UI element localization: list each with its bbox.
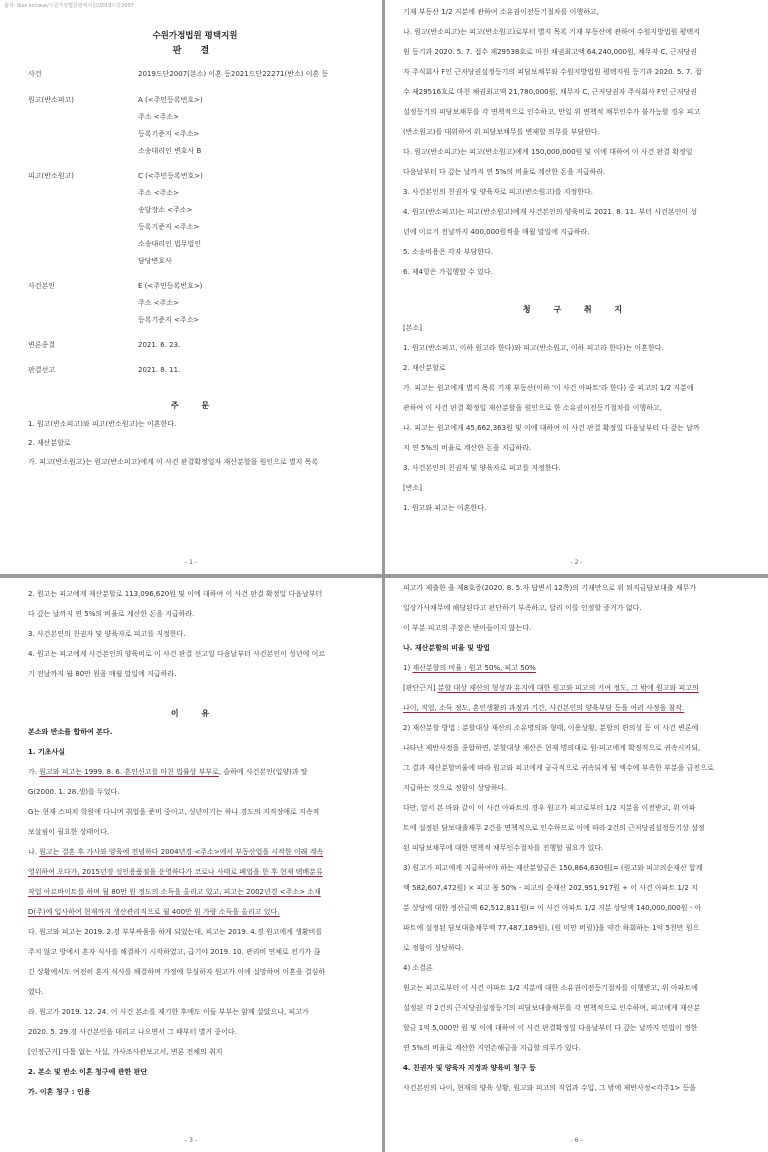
text-prefix: [판단근거] (403, 684, 438, 692)
case-label: 사건 (28, 70, 42, 78)
document-page-3 (0, 578, 382, 1152)
text-line: 다. 원고와 피고는 2019. 2.경 부부싸움을 하게 되었는데, 피고는 2019. 4.경 원고에게 생활비를 (28, 928, 323, 936)
text-line: 1. 원고와 피고는 이혼한다. (403, 504, 487, 512)
page-number: - 1 - (185, 559, 197, 566)
document-page-4 (385, 578, 768, 1152)
highlighted-text: 나이, 직업, 소득 정도, 혼인생활의 과정과 기간, 사건본인의 양육부담 등을 여러 사정을 참작. (403, 704, 685, 712)
plaintiff-row (28, 96, 362, 105)
text-line: 4. 원고(반소피고)는 피고(반소원고)에게 사건본인의 양육비로 2021. 8. 11. 부터 사건본인이 성 (403, 208, 698, 216)
text-line (403, 684, 752, 693)
closing-row (28, 341, 362, 350)
text-line: 사건본인의 나이, 현재의 양육 상황, 원고와 피고의 직업과 수입, 그 밖에 제반사정<각주1> 등을 (403, 1084, 696, 1092)
text-line: 3. 사건본인의 친권자 및 양육자로 피고(반소원고)를 지정한다. (403, 188, 594, 196)
section-heading: 본소와 반소를 합하여 본다. (28, 728, 113, 736)
text-line: 나타난 제반사정을 종합하면, 분할대상 재산은 현재 명의대로 원·피고에게 확정적으로 귀속시키되, (403, 744, 701, 752)
text-line (403, 664, 752, 673)
text-line: 분 상당에 대한 정산금액 62,512,811원(= 이 사건 아파트 1/2 지분 상당액 140,000,000원 - 아 (403, 904, 702, 912)
text-line: 다 갚는 날까지 연 5%의 비율로 계산한 돈을 지급하라. (28, 610, 195, 618)
text-line: 설정등기의 피담보채무를 각 면책적으로 인수하고, 만일 위 면책적 채무인수가 불가능할 경우 피고 (403, 108, 701, 116)
text-prefix: 가. (28, 768, 40, 776)
text-line: 이 부분 피고의 주장은 받아들이지 않는다. (403, 624, 532, 632)
text-prefix: 1) (403, 664, 413, 672)
verdict-label: 판결선고 (28, 366, 56, 374)
reason-heading: 이 유 (170, 709, 220, 718)
case-value: 2019드단2007(본소) 이혼 등2021드단22271(반소) 이혼 등 (138, 70, 329, 78)
text-line: 원 등기과 2020. 5. 7. 접수 제29538호로 마친 채권최고액 64,240,000원, 채무자 C, 근저당권 (403, 48, 698, 56)
text-line: 2) 재산분할 방법 : 분할대상 재산의 소유명의와 형태, 이용상황, 분할의 편의성 등 이 사건 변론에 (403, 724, 699, 732)
text-line: 그 결과 재산분할비율에 따라 원고와 피고에게 궁극적으로 귀속되게 될 액수에 부족한 부분을 금전으로 (403, 764, 714, 772)
text-line (28, 848, 362, 857)
text-line: 할금 1억 5,000만 원 및 이에 대하여 이 사건 판결확정일 다음날부터 다 갚는 날까지 민법이 정한 (403, 1024, 698, 1032)
text-line: 3. 사건본인의 친권자 및 양육자로 피고를 지정한다. (403, 464, 561, 472)
text-line: 된 피담보채무에 대한 면책적 채무인수절차를 진행할 필요가 있다. (403, 844, 604, 852)
section-heading: 1. 기초사실 (28, 748, 66, 756)
text-line: 나. 피고는 원고에게 45,662,363원 및 이에 대하여 이 사건 판결 확정일 다음날부터 다 갚는 날까 (403, 424, 700, 432)
page-body (28, 30, 362, 467)
defendant-line: 소송대리인 법무법인 (138, 240, 202, 248)
text-line: 자 주식회사 F인 근저당권설정등기의 피담보채무와 수원지방법원 평택지원 등기과 2020. 5. 7. 접 (403, 68, 702, 76)
text-line: 4) 소결론 (403, 964, 433, 972)
defendant-line: 등록기준지 <주소> (138, 223, 200, 231)
highlighted-text: 원고와 피고는 1999. 8. 6. 혼인신고를 마친 법률상 부부로 (39, 768, 219, 776)
verdict-row (28, 366, 362, 375)
page-header: 출처: lbox.kr/case/수원가정법원평택지원/2019드단2007 (4, 3, 134, 9)
text-line (28, 768, 362, 777)
text-line: 3. 사건본인의 친권자 및 양육자로 피고를 지정한다. (28, 630, 186, 638)
text-line: 설정된 각 2건의 근저당권설정등기의 피담보대출채무를 각 면책적으로 인수하며, 피고에게 재산분 (403, 1004, 701, 1012)
highlighted-text: D(주)에 입사하여 현재까지 생산관리직으로 월 400만 원 가량 소득을 올리고 있다. (28, 908, 280, 916)
case-person-row (28, 282, 362, 291)
highlighted-text: 재산분할의 비율 : 원고 50%, 피고 50% (412, 664, 536, 672)
text-line: 라. 원고가 2019. 12. 24. 이 사건 본소를 제기한 후에도 이들 부부는 함께 살았으나, 피고가 (28, 1008, 309, 1016)
order-heading: 주 문 (170, 401, 220, 410)
text-line: [반소] (403, 484, 422, 492)
text-line: 2. 재산분할로 (403, 364, 446, 372)
text-line: 긴 상황에서도 여전히 혼자 식사를 해결하며 가정에 무심하자 원고가 이에 실망하여 이혼을 결심하 (28, 968, 326, 976)
text-line: 액 582,607,472원) × 피고 몫 50% - 피고의 순재산 202,951,917원 + 이 사건 아파트 1/2 지 (403, 884, 698, 892)
highlighted-text: 작업 아르바이트를 하며 월 80만 원 정도의 소득을 올리고 있고, 피고는 2002년경 <주소> 소재 (28, 888, 321, 896)
text-line: 원고는 피고로부터 이 사건 아파트 1/2 지분에 대한 소유권이전등기절차를 이행받고, 위 아파트에 (403, 984, 698, 992)
closing-label: 변론종결 (28, 341, 56, 349)
text-line: 연 5%의 비율로 계산한 지연손해금을 지급할 의무가 있다. (403, 1044, 581, 1052)
defendant-line: 주소 <주소> (138, 189, 180, 197)
court-name: 수원가정법원 평택지원 (152, 31, 238, 41)
text-line: 파트에 설정된 담보대출채무액 77,487,189원), (원 미만 버림)]을 약간 하회하는 1억 5천만 원으 (403, 924, 700, 932)
page-number: - 2 - (570, 559, 583, 566)
defendant-name: C (<주민등록번호>) (138, 172, 203, 180)
text-line: 지 연 5%의 비율로 계산한 돈을 지급하라. (403, 444, 532, 452)
plaintiff-line: 소송대리인 변호사 B (138, 147, 202, 155)
defendant-label: 피고(반소원고) (28, 172, 75, 180)
text-line: 다음날부터 다 갚는 날까지 연 5%의 비율로 계산한 돈을 지급하라. (403, 168, 606, 176)
text-line: [본소] (403, 324, 422, 332)
text-line: 로 정함이 상당하다. (403, 944, 464, 952)
text-line: 기재 부동산 1/2 지분에 관하여 소유권이전등기절차를 이행하고, (403, 8, 599, 16)
text-line: 2. 원고는 피고에게 재산분할로 113,096,620원 및 이에 대하여 이 사건 판결 확정일 다음날부터 (28, 590, 323, 598)
defendant-row (28, 172, 362, 181)
text-line: [인정근거] 다툼 없는 사실, 가사조사관보고서, 변론 전체의 취지 (28, 1048, 223, 1056)
text-line: 가. 피고는 원고에게 별지 목록 기재 부동산(이하 '이 사건 아파트'라 한다) 중 피고의 1/2 지분에 (403, 384, 694, 392)
defendant-line: 담당변호사 (138, 257, 172, 265)
text-line: 주지 않고 방에서 혼자 식사를 해결하기 시작하였고, 급기야 2019. 10. 관리비 연체로 전기가 끊 (28, 948, 321, 956)
plaintiff-name: A (<주민등록번호>) (138, 96, 203, 104)
text-line: 4. 원고는 피고에게 사건본인의 양육비로 이 사건 판결 선고일 다음날부터 사건본인이 성년에 이르 (28, 650, 326, 658)
text-line: 다. 원고(반소피고)는 피고(반소원고)에게 150,000,000원 및 이에 대하여 이 사건 판결 확정일 (403, 148, 693, 156)
page-body (403, 8, 752, 513)
plaintiff-label: 원고(반소피고) (28, 96, 75, 104)
text-line: 트에 설정된 담보대출채무 2건을 면책적으로 인수하므로 이에 따라 2건의 근저당권설정등기상 설정 (403, 824, 705, 832)
section-heading: 가. 이혼 청구 : 인용 (28, 1088, 91, 1096)
document-page-2 (385, 0, 768, 574)
plaintiff-line: 주소 <주소> (138, 113, 180, 121)
text-line: 6. 제4항은 가집행할 수 있다. (403, 268, 493, 276)
text-line: 관하여 이 사건 판결 확정일 재산분할을 원인으로 한 소유권이전등기절차를 이행하고, (403, 404, 662, 412)
text-line: 일상가사채무에 해당된다고 판단하기 부족하고, 달리 이를 인정할 증거가 없다. (403, 604, 642, 612)
closing-date: 2021. 6. 23. (138, 341, 181, 349)
document-title: 판 결 (172, 46, 218, 56)
text-line: 2020. 5. 29.경 사건본인을 데리고 나오면서 그 때부터 별거 중이다. (28, 1028, 237, 1036)
text-line: 지급하는 것으로 정함이 상당하다. (403, 784, 507, 792)
case-person-label: 사건본인 (28, 282, 56, 290)
page-body (403, 584, 752, 1093)
defendant-line: 송달장소 <주소> (138, 206, 193, 214)
text-line: 5. 소송비용은 각자 부담한다. (403, 248, 493, 256)
text-line: 다만, 앞서 본 바와 같이 이 사건 아파트의 경우 원고가 피고로부터 1/2 지분을 이전받고, 위 아파 (403, 804, 696, 812)
text-suffix: , 슬하에 사건본인(입양)과 딸 (218, 768, 308, 776)
text-line: 였다. (28, 988, 44, 996)
text-line: G(2000. 1. 28.생)를 두었다. (28, 788, 120, 796)
text-line: 나. 원고(반소피고)는 피고(반소원고)로부터 별지 목록 기재 부동산에 관하여 수원지방법원 평택지 (403, 28, 700, 36)
text-line: 보살핌이 필요한 상태이다. (28, 828, 110, 836)
verdict-date: 2021. 8. 11. (138, 366, 181, 374)
text-line: 1. 원고(반소피고, 이하 원고라 한다)와 피고(반소원고, 이하 피고라 한다)는 이혼한다. (403, 344, 664, 352)
text-line: 년에 이르기 전날까지 400,000원씩을 매월 말일에 지급하라. (403, 228, 590, 236)
highlighted-text: 영위하여 오다가, 2015년경 성인용품점을 운영하다가 코로나 사태로 폐업을 한 후 현재 택배분류 (28, 868, 323, 876)
claim-heading: 청 구 취 지 (522, 305, 633, 314)
plaintiff-line: 등록기준지 <주소> (138, 130, 200, 138)
section-heading: 4. 친권자 및 양육자 지정과 양육비 청구 등 (403, 1064, 536, 1072)
section-heading: 2. 본소 및 반소 이혼 청구에 관한 판단 (28, 1068, 148, 1076)
order-line: 2. 재산분할로 (28, 439, 71, 447)
text-line: G는 현재 스피치 학원에 다니며 취업을 준비 중이고, 성년이기는 하나 경도의 지적장애로 지속적 (28, 808, 320, 816)
section-heading: 나. 재산분할의 비율 및 방법 (403, 644, 490, 652)
text-line: 기 전날까지 월 80만 원을 매월 말일에 지급하라. (28, 670, 177, 678)
document-page-1 (0, 0, 382, 574)
order-line: 가. 피고(반소원고)는 원고(반소피고)에게 이 사건 판결확정일자 재산분할을 원인으로 별지 목록 (28, 458, 319, 466)
text-line: 피고가 제출한 을 제8호증(2020. 8. 5.자 답변서 12쪽)의 기재만으로 위 퇴직금담보대출 채무가 (403, 584, 697, 592)
case-person-line: 등록기준지 <주소> (138, 316, 200, 324)
page-body (28, 590, 362, 1097)
case-person-line: 주소 <주소> (138, 299, 180, 307)
highlighted-text: 원고는 결혼 후 가사와 양육에 전념하다 2004년경 <주소>에서 부동산업을 시작한 이래 계속 (39, 848, 324, 856)
text-line: 3) 원고가 피고에게 지급하여야 하는 재산분할금은 150,864,630원[= (원고와 피고의순재산 합계 (403, 864, 703, 872)
case-row (28, 70, 362, 79)
text-line: (반소원고)를 대위하여 위 피담보채무를 변제할 의무를 부담한다. (403, 128, 600, 136)
page-number: - 3 - (185, 1137, 197, 1144)
text-line: 수 제29516호로 마친 채권최고액 21,780,000원, 채무자 C, 근저당권자 주식회사 F인 근저당권 (403, 88, 698, 96)
case-person-name: E (<주민등록번호>) (138, 282, 203, 290)
text-prefix: 나. (28, 848, 40, 856)
order-line: 1. 원고(반소피고)와 피고(반소원고)는 이혼한다. (28, 420, 177, 428)
highlighted-text: 분할 대상 재산의 형성과 유지에 대한 원고와 피고의 기여 정도, 그 밖에 원고와 피고의 (437, 684, 699, 692)
page-number: - 6 - (570, 1137, 583, 1144)
